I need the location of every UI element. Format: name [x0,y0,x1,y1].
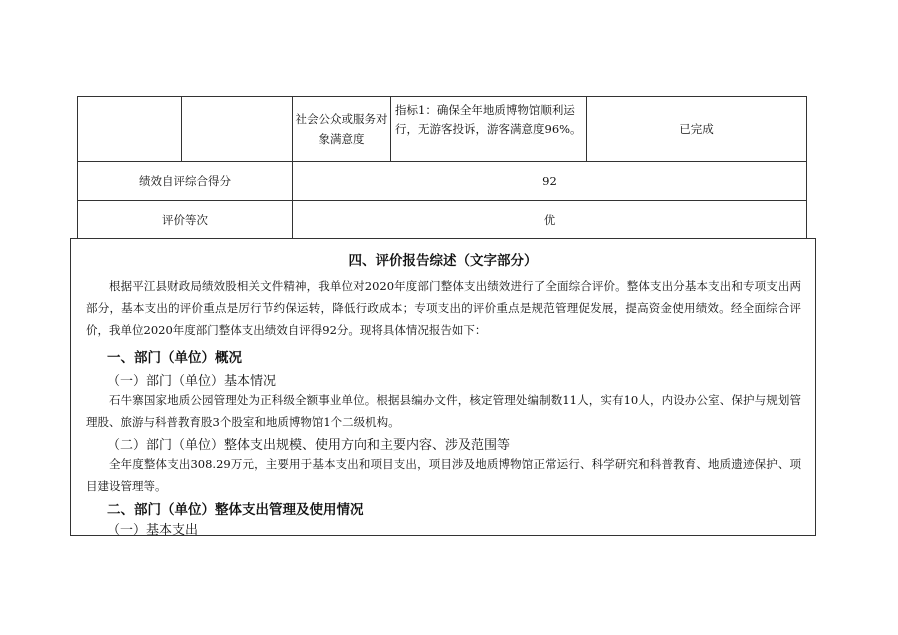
report-summary-section [70,238,816,536]
basic-info-paragraph: 石牛寨国家地质公园管理处为正科级全额事业单位。根据县编办文件，核定管理处编制数11人，实有10人，内设办公室、保护与规划管理股、旅游与科普教育股3个股室和地质博物馆1个二级机构。 [86,393,801,429]
table-cell-empty [78,97,182,162]
indicator-category-cell: 社会公众或服务对象满意度 [293,97,391,162]
table-row [78,162,807,201]
score-value-cell: 92 [293,162,807,201]
indicator-cell: 指标1：确保全年地质博物馆顺利运行，无游客投诉，游客满意度96%。 [391,97,587,162]
heading-basic-expenditure: （一）基本支出 [107,523,199,538]
status-cell: 已完成 [587,97,807,162]
table-cell-empty [182,97,293,162]
spending-scale-paragraph: 全年度整体支出308.29万元，主要用于基本支出和项目支出，项目涉及地质博物馆正常运行、科学研究和科普教育、地质遗迹保护、项目建设管理等。 [86,457,801,493]
section-title: 四、评价报告综述（文字部分） [348,253,538,269]
grade-value-cell: 优 [293,201,807,239]
score-label-cell: 绩效自评综合得分 [78,162,293,201]
intro-paragraph: 根据平江县财政局绩效股相关文件精神，我单位对2020年度部门整体支出绩效进行了全面综合评价。整体支出分基本支出和专项支出两部分，基本支出的评价重点是厉行节约保运转，降低行政成本；专项支出的评价重点是规范管理促发展，提高资金使用绩效。经全面综合评价，我单位2020年度部门整体支出绩效自评得92分。现将具体情况报告如下： [86,279,801,337]
heading-overview: 一、部门（单位）概况 [107,350,242,366]
heading-basic-info: （一）部门（单位）基本情况 [107,374,277,389]
grade-label-cell: 评价等次 [78,201,293,239]
performance-table [77,96,807,239]
heading-spending-management: 二、部门（单位）整体支出管理及使用情况 [107,502,364,518]
table-row [78,97,807,162]
heading-spending-scale: （二）部门（单位）整体支出规模、使用方向和主要内容、涉及范围等 [107,438,511,453]
table-row [78,201,807,239]
